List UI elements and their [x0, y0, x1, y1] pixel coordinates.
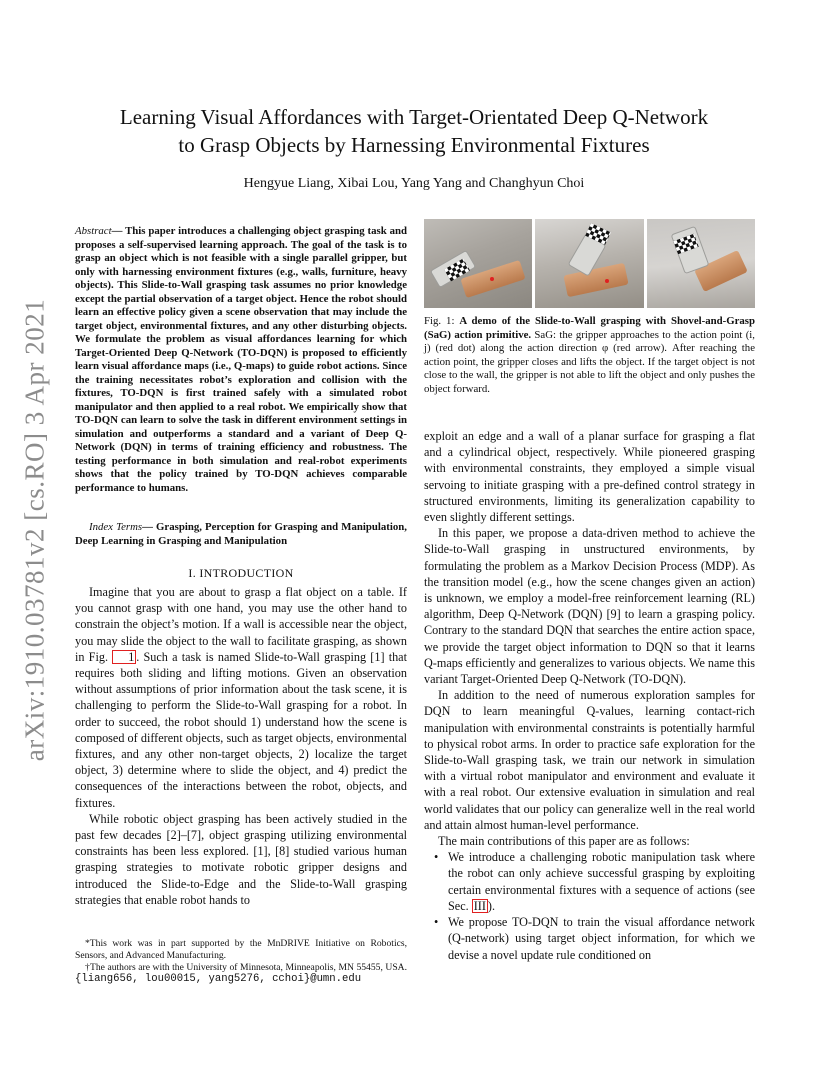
footnote-affiliation-text: †The authors are with the University of Minnesota, Minneapolis, MN 55455, USA.	[85, 961, 407, 973]
action-point-dot	[490, 277, 494, 281]
figure-1-image	[424, 219, 755, 308]
intro-left-column	[75, 584, 407, 908]
title-line-2: to Grasp Objects by Harnessing Environmental Fixtures	[178, 133, 650, 157]
footnote-funding: *This work was in part supported by the MnDRIVE Initiative on Robotics, Sensors, and Advanced Manufacturing.	[75, 938, 407, 961]
arxiv-stamp	[20, 295, 50, 765]
contributions-list	[424, 849, 755, 962]
intro-paragraph-1	[75, 584, 407, 811]
figure-1-panel-slide	[535, 219, 643, 308]
footnote-affiliation	[75, 962, 407, 987]
index-terms	[75, 521, 407, 548]
intro-p1-text-b: . Such a task is named Slide-to-Wall grasping [1] that requires both sliding and lifting motions. Given an observation without assumptions of prior information about the task scene, it is challenging to perform the Slide-to-Wall grasping for a robot. In order to succeed, the robot should 1) understand how the scene is composed of different objects, such as target objects, environmental fixtures, and any other non-target objects, 2) localize the target object, 3) determine where to slide the object, and 4) predict the consequences of the interactions between the robot, objects, and fixtures.	[75, 649, 407, 810]
contribution-1-text-a: We introduce a challenging robotic manipulation task where the robot can only achieve successful grasping by exploiting certain environmental fixtures with a sequence of actions (see Sec.	[448, 850, 755, 913]
author-list: Hengyue Liang, Xibai Lou, Yang Yang and Changhyun Choi	[243, 176, 585, 191]
figure-1-label: Fig. 1:	[424, 315, 460, 327]
section-heading-introduction: I. INTRODUCTION	[188, 566, 294, 580]
abstract	[75, 225, 407, 495]
intro-p1-text-a: Imagine that you are about to grasp a flat object on a table. If you cannot grasp with one hand, you may use the other hand to constrain the object’s motion. If a wall is accessible near the object, you may slide the object to the wall to facilitate grasping, as shown in Fig.	[75, 585, 407, 664]
contribution-item-1	[424, 849, 755, 914]
intro-right-column	[424, 428, 755, 963]
figure-1-caption	[424, 315, 755, 396]
figure-1-caption-bold: A demo of the Slide-to-Wall grasping with Shovel-and-Grasp (SaG) action primitive.	[424, 315, 755, 341]
figure-1-panel-lift	[647, 219, 755, 308]
contribution-item-2: • We propose TO-DQN to train the visual affordance network (Q-network) using target object information, for which we devise a novel update rule conditioned on	[424, 914, 755, 963]
author-emails: {liang656, lou00015, yang5276, cchoi}@umn.edu	[75, 973, 362, 986]
contribution-1-text-b: ).	[487, 898, 495, 913]
section-3-link[interactable]: III	[473, 898, 486, 913]
figure-1-link[interactable]: 1	[112, 650, 136, 664]
right-paragraph-1: exploit an edge and a wall of a planar surface for grasping a flat and a cylindrical object, respectively. While pioneered grasping with environmental constraints, they employed a simple visual servoing to initiate grasping with a pre-defined control strategy in structured environments, limiting its generalization capability to even slightly different settings.	[424, 429, 755, 525]
figure-1-panel-approach	[424, 219, 532, 308]
right-paragraph-3: In addition to the need of numerous exploration samples for DQN to learn meaningful Q-values, learning contact-rich manipulation with environmental constraints is potentially harmful to physical robot arms. In order to practice safe exploration for the Slide-to-Wall grasping task, we train our network in simulation with a virtual robot manipulator and environment and evaluate it with a real robot. Our extensive evaluation in simulation and real world validates that our policy can generalize well in the real world and attain almost human-level performance.	[424, 688, 755, 832]
abstract-label: Abstract	[75, 225, 112, 237]
abstract-text: — This paper introduces a challenging object grasping task and proposes a self-supervised learning approach. The goal of the task is to grasp an object which is not feasible with a single parallel gripper, but only with harnessing environment fixtures (e.g., walls, furniture, heavy objects). This Slide-to-Wall grasping task assumes no prior knowledge except the partial observation of a target object. Hence the robot should learn an effective policy given a scene observation that may include the target object, environmental fixtures, and any other disturbing objects. We formulate the problem as visual affordances learning for which Target-Oriented Deep Q-Network (TO-DQN) is proposed to efficiently learn visual affordance maps (i.e., Q-maps) to guide robot actions. Since the training necessitates robot’s exploration and collision with the fixtures, TO-DQN is first trained safely with a simulated robot manipulator and then applied to a real robot. We empirically show that TO-DQN can learn to solve the task in different environment settings in simulation and outperforms a standard and a variant of Deep Q-Network (DQN) in terms of training efficiency and robustness. The testing performance in both simulation and real-robot experiments shows that the policy trained by TO-DQN achieves comparable performance to humans.	[75, 225, 407, 494]
figure-1-caption-text: SaG: the gripper approaches to the action point (i, j) (red dot) along the action direction φ (red arrow). After reaching the action point, the gripper closes and lifts the object. If the target object is not close to the wall, the gripper is not able to lift the object and only pushes the object forward.	[424, 328, 755, 395]
index-terms-text: — Grasping, Perception for Grasping and Manipulation, Deep Learning in Grasping and Manipulation	[75, 521, 407, 547]
right-paragraph-2: In this paper, we propose a data-driven method to achieve the Slide-to-Wall grasping in unstructured environments, by formulating the problem as a Markov Decision Process (MDP). As the transition model (e.g., how the scene changes given an action) is unknown, we employ a model-free reinforcement learning (RL) algorithm, Deep Q-Network (DQN) [9] to learn a grasping policy. Contrary to the standard DQN that searches the entire action space, we provide the target object information to DQN so that it learns Q-maps efficiently and generalizes to various objects. We name this variant Target-Oriented Deep Q-Network (TO-DQN).	[424, 526, 755, 687]
arxiv-stamp-text: arXiv:1910.03781v2 [cs.RO] 3 Apr 2021	[19, 298, 50, 762]
intro-paragraph-2: While robotic object grasping has been actively studied in the past few decades [2]–[7], object grasping utilizing environmental constraints has been less explored. [1], [8] studied various human grasping strategies to motivate robotic gripper designs and introduced the Slide-to-Edge and the Slide-to-Wall grasping strategies that enable robot hands to	[75, 811, 407, 907]
right-paragraph-4: The main contributions of this paper are as follows:	[438, 834, 690, 849]
footnotes	[75, 938, 407, 986]
index-terms-label: Index Terms	[89, 521, 143, 533]
title-line-1: Learning Visual Affordances with Target-Orientated Deep Q-Network	[119, 105, 709, 129]
paper-title	[90, 103, 738, 159]
